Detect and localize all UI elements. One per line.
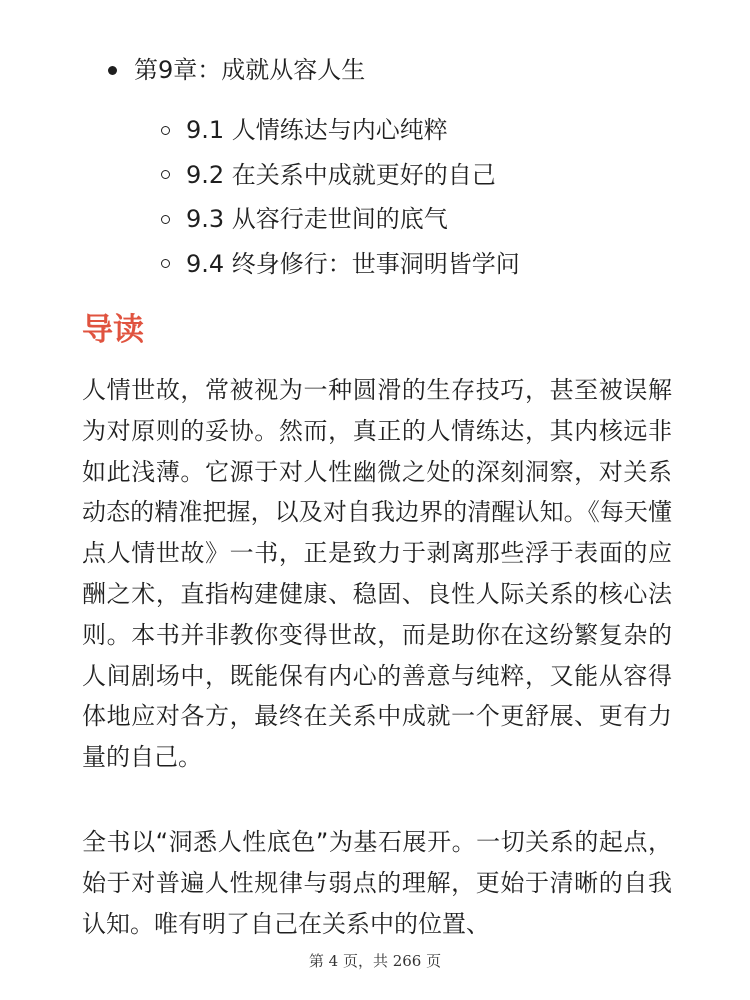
bullet-disc-icon — [108, 66, 117, 75]
bullet-circle-icon — [161, 170, 170, 179]
section-title: 9.2 在关系中成就更好的自己 — [186, 160, 496, 189]
intro-paragraph: 人情世故，常被视为一种圆滑的生存技巧，甚至被误解为对原则的妥协。然而，真正的人情练达，其内核远非如此浅薄。它源于对人性幽微之处的深刻洞察，对关系动态的精准把握，以及对自我边界的清醒认知。《每天懂点人情世故》一书，正是致力于剥离那些浮于表面的应酬之术，直指构建健康、稳固、良性人际关系的核心法则。本书并非教你变得世故，而是助你在这纷繁复杂的人间剧场中，既能保有内心的善意与纯粹，又能从容得体地应对各方，最终在关系中成就一个更舒展、更有力量的自己。 — [82, 376, 672, 772]
section-list-item — [161, 242, 520, 287]
section-list-item — [161, 197, 520, 242]
chapter-list-item — [108, 52, 365, 88]
bullet-circle-icon — [161, 215, 170, 224]
section-title: 9.4 终身修行：世事洞明皆学问 — [186, 249, 520, 278]
section-list — [161, 108, 520, 286]
intro-paragraph: 全书以“洞悉人性底色”为基石展开。一切关系的起点，始于对普遍人性规律与弱点的理解，更始于清晰的自我认知。唯有明了自己在关系中的位置、 — [82, 828, 672, 938]
section-list-item — [161, 108, 520, 153]
page-indicator: 第 4 页，共 266 页 — [308, 952, 442, 970]
bullet-circle-icon — [161, 259, 170, 268]
chapter-title: 第9章：成就从容人生 — [134, 56, 366, 84]
section-list-item — [161, 153, 520, 198]
section-title: 9.3 从容行走世间的底气 — [186, 205, 448, 233]
intro-heading: 导读 — [82, 312, 144, 348]
section-title: 9.1 人情练达与内心纯粹 — [186, 116, 448, 144]
bullet-circle-icon — [161, 126, 170, 135]
